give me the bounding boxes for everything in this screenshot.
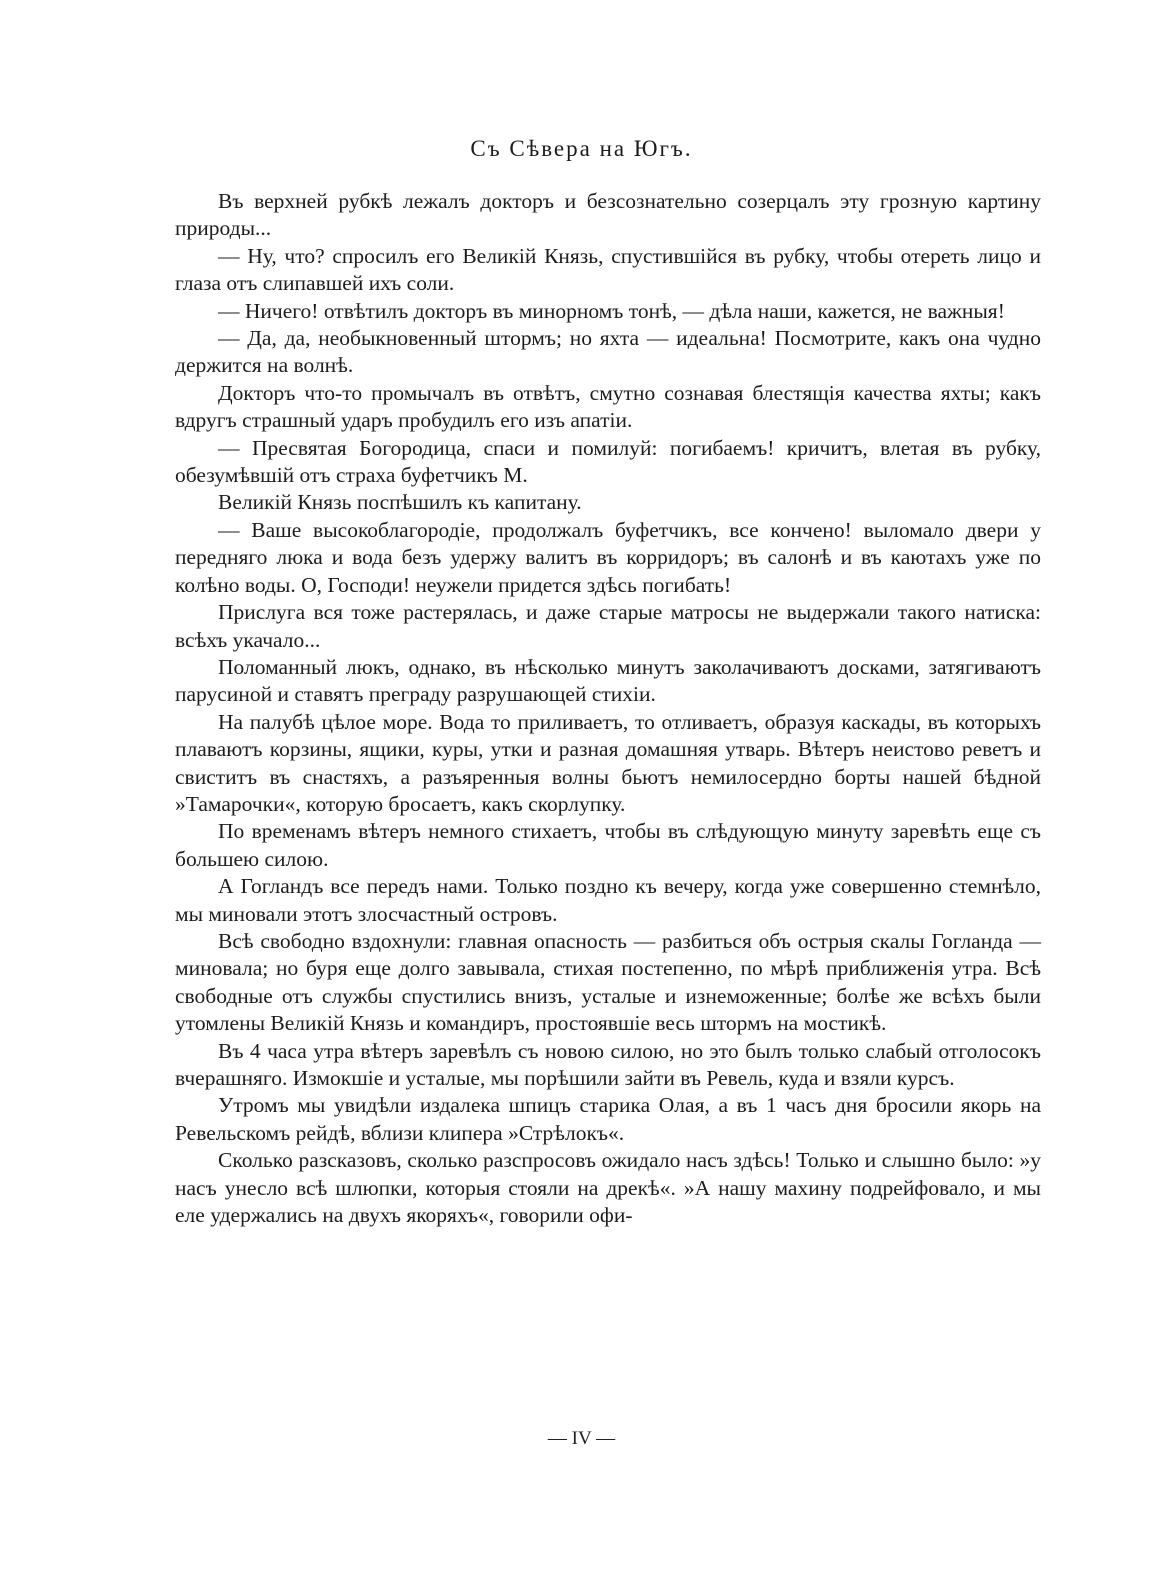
chapter-title: Съ Сѣвера на Югъ. <box>470 136 693 161</box>
paragraph: Прислуга вся тоже растерялась, и даже старые матросы не выдержали такого натиска: всѣхъ укачало... <box>175 600 1041 652</box>
paragraph: — Ваше высокоблагородіе, продолжалъ буфетчикъ, все кончено! выломало двери у передняго люка и вода безъ удержу валитъ въ корридоръ; въ салонѣ и въ каютахъ уже по колѣно воды. О, Господи! неужели придется здѣсь погибать! <box>175 517 1041 597</box>
paragraph: На палубѣ цѣлое море. Вода то приливаетъ, то отливаетъ, образуя каскады, въ которыхъ плаваютъ корзины, ящики, куры, утки и разная домашняя утварь. Вѣтеръ неистово реветъ и свиститъ въ снастяхъ, а разъяренныя волны бьютъ немилосердно борты нашей бѣдной »Тамарочки«, которую бросаетъ, какъ скорлупку. <box>175 709 1041 816</box>
paragraph: Поломанный люкъ, однако, въ нѣсколько минутъ заколачиваютъ досками, затягиваютъ парусиной и ставятъ преграду разрушающей стихіи. <box>175 654 1041 707</box>
paragraph: Въ верхней рубкѣ лежалъ докторъ и безсознательно созерцалъ эту грозную картину природы... <box>175 189 1041 241</box>
body-text <box>175 188 1041 1229</box>
page-number: — IV — <box>547 1428 616 1449</box>
paragraph: По временамъ вѣтеръ немного стихаетъ, чтобы въ слѣдующую минуту заревѣть еще съ большею силою. <box>175 819 1041 871</box>
paragraph: — Пресвятая Богородица, спаси и помилуй: погибаемъ! кричитъ, влетая въ рубку, обезумѣвшій отъ страха буфетчикъ М. <box>175 435 1041 488</box>
paragraph: Докторъ что-то промычалъ въ отвѣтъ, смутно сознавая блестящія качества яхты; какъ вдругъ страшный ударъ пробудилъ его изъ апатіи. <box>175 380 1041 433</box>
paragraph: — Да, да, необыкновенный штормъ; но яхта — идеальна! Посмотрите, какъ она чудно держится на волнѣ. <box>175 326 1041 378</box>
paragraph: Всѣ свободно вздохнули: главная опасность — разбиться объ острыя скалы Гогланда — миновала; но буря еще долго завывала, стихая постепенно, по мѣрѣ приближенія утра. Всѣ свободные отъ службы спустились внизъ, усталые и изнеможенные; болѣе же всѣхъ были утомлены Великій Князь и командиръ, простоявшіе весь штормъ на мостикѣ. <box>175 928 1041 1036</box>
paragraph: Въ 4 часа утра вѣтеръ заревѣлъ съ новою силою, но это былъ только слабый отголосокъ вчерашняго. Измокшіе и усталые, мы порѣшили зайти въ Ревель, куда и взяли курсъ. <box>175 1038 1041 1090</box>
paragraph: Утромъ мы увидѣли издалека шпицъ старика Олая, а въ 1 часъ дня бросили якорь на Ревельскомъ рейдѣ, вблизи клипера »Стрѣлокъ«. <box>175 1093 1041 1145</box>
paragraph: — Ну, что? спросилъ его Великій Князь, спустившійся въ рубку, чтобы отереть лицо и глаза отъ слипавшей ихъ соли. <box>175 243 1041 296</box>
paragraph: — Ничего! отвѣтилъ докторъ въ минорномъ тонѣ, — дѣла наши, кажется, не важныя! <box>218 298 1005 323</box>
paragraph: Великій Князь поспѣшилъ къ капитану. <box>218 490 582 515</box>
paragraph: А Гогландъ все передъ нами. Только поздно къ вечеру, когда уже совершенно стемнѣло, мы миновали этотъ злосчастный островъ. <box>175 874 1041 926</box>
book-page <box>60 60 1103 1528</box>
paragraph: Сколько разсказовъ, сколько разспросовъ ожидало насъ здѣсь! Только и слышно было: »у насъ унесло всѣ шлюпки, которыя стояли на дрекѣ«. »А нашу махину подрейфовало, и мы еле удержались на двухъ якоряхъ«, говорили офи- <box>175 1148 1041 1228</box>
